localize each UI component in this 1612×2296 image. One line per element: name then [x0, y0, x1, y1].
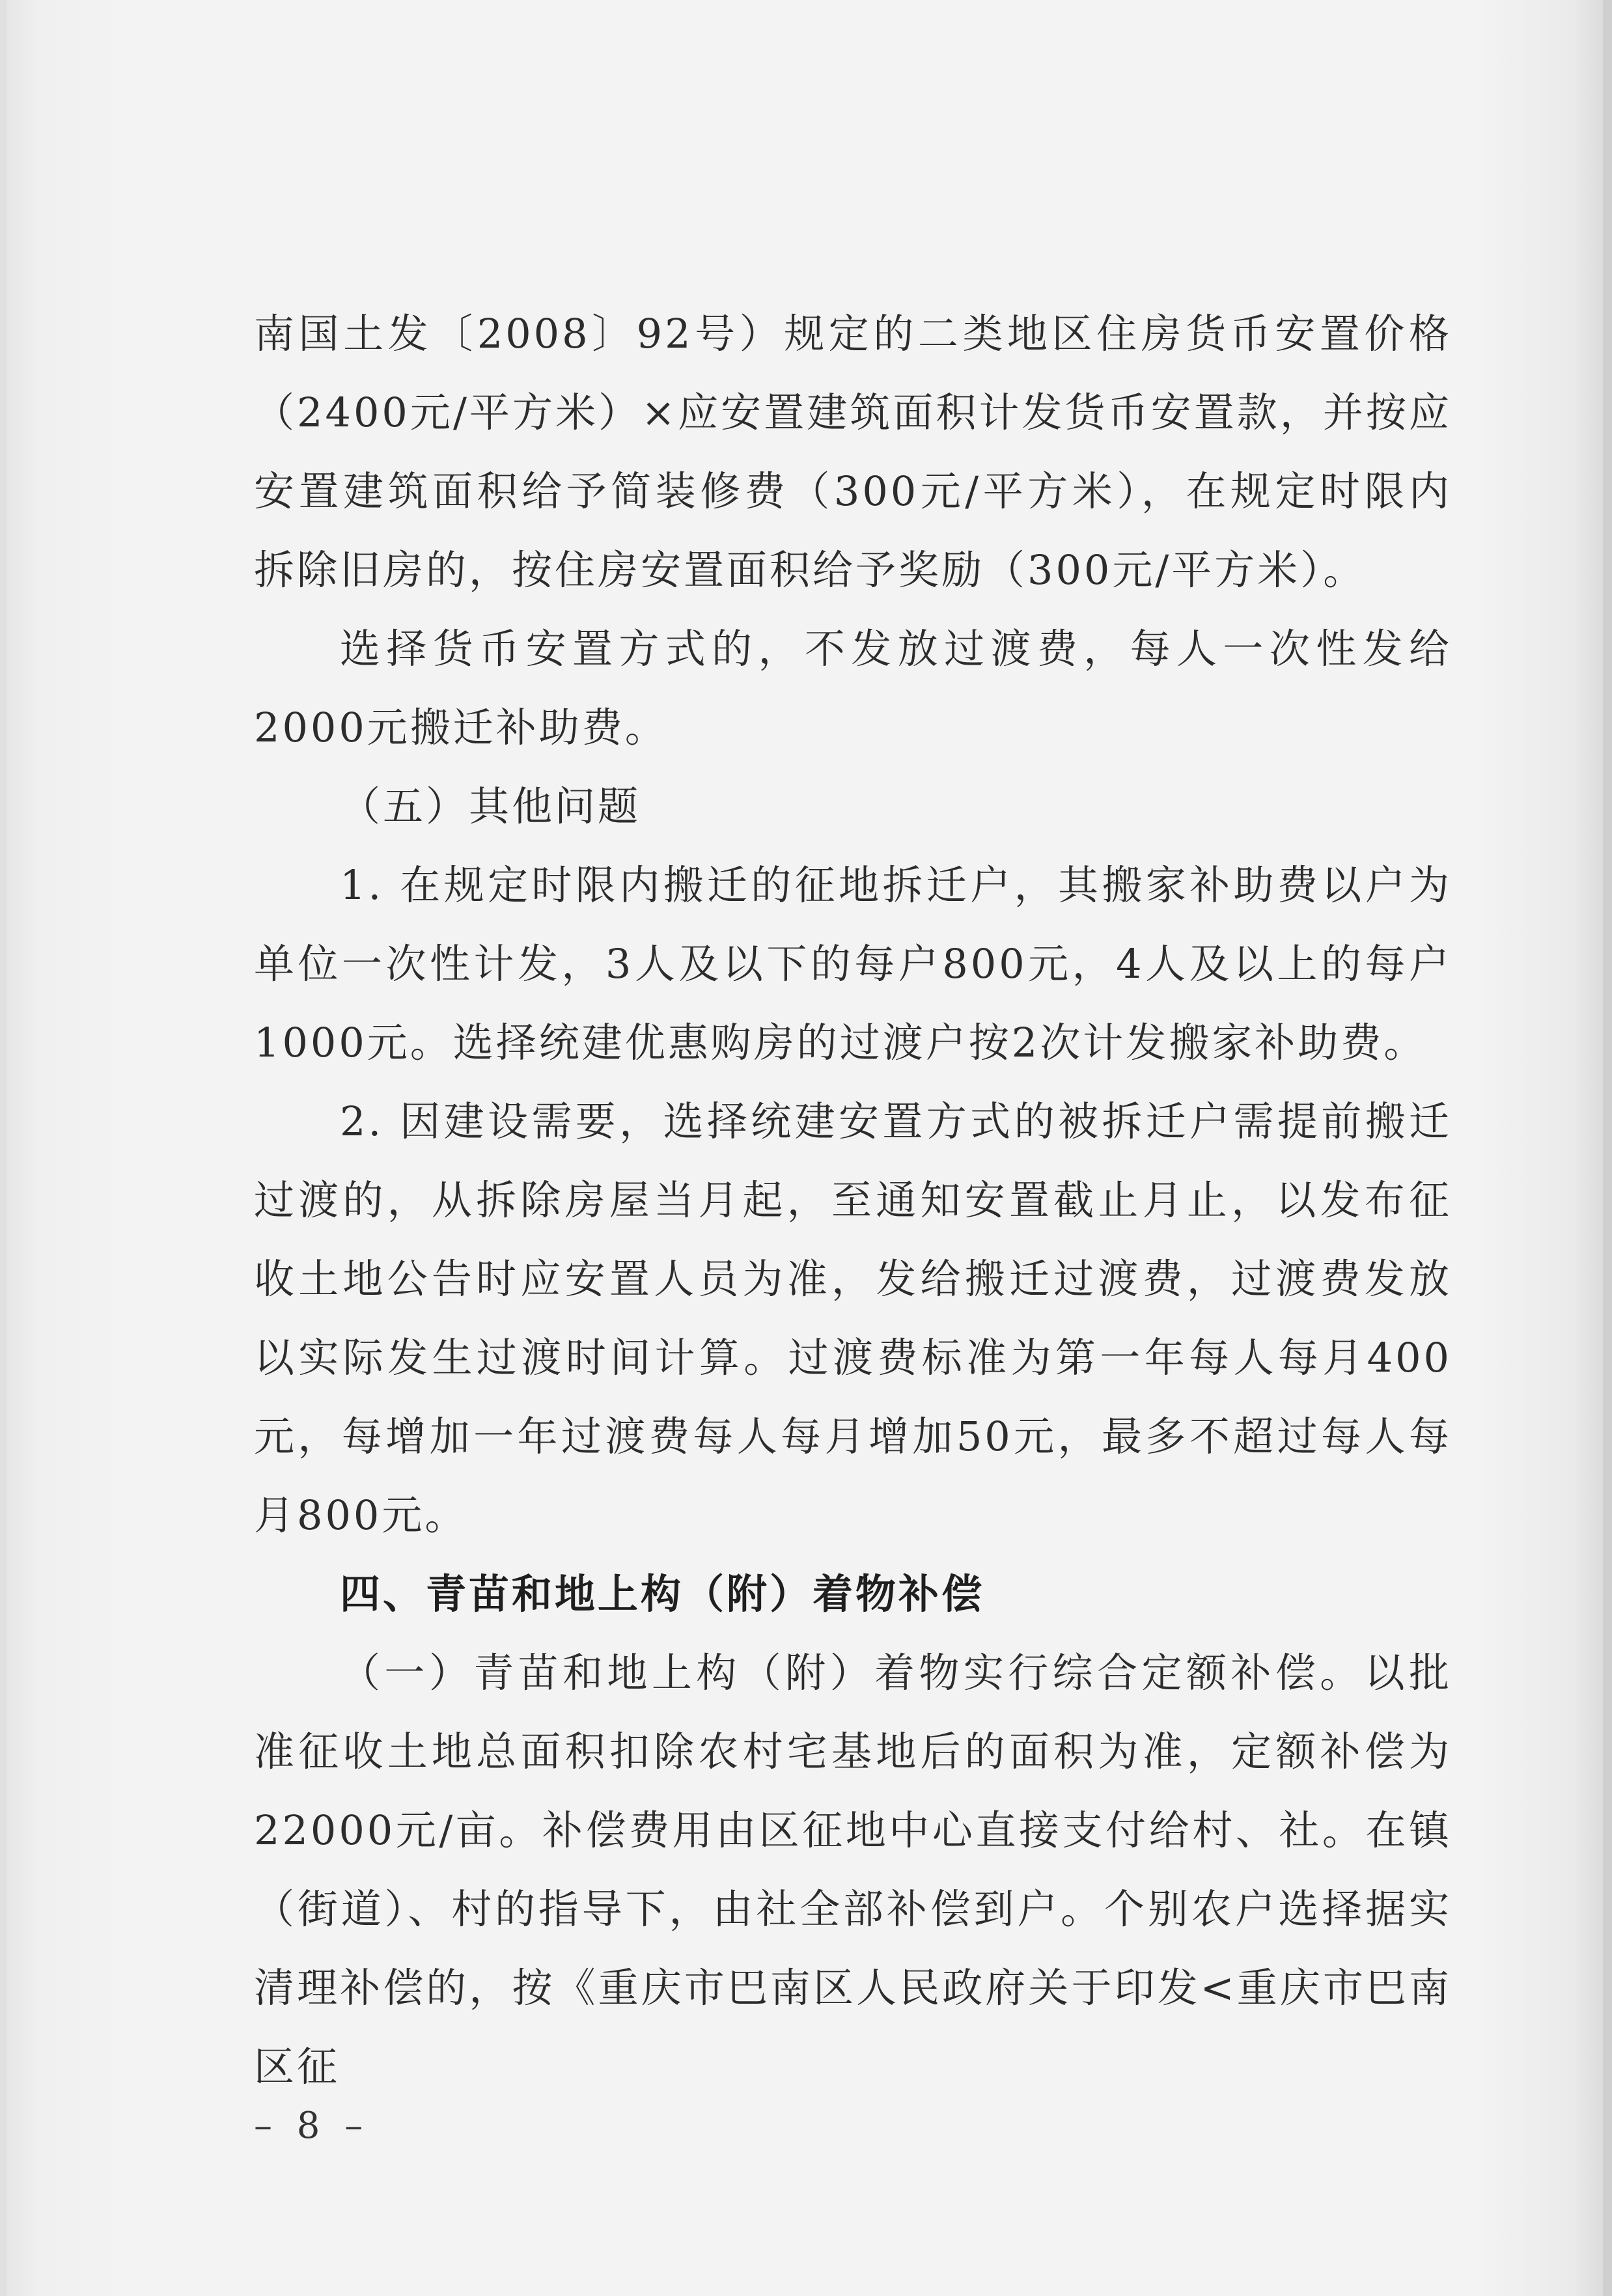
scan-edge-left	[0, 0, 7, 2296]
paragraph-item-1: 1. 在规定时限内搬迁的征地拆迁户，其搬家补助费以户为单位一次性计发，3人及以下的每户800元，4人及以上的每户1000元。选择统建优惠购房的过渡户按2次计发搬家补助费。	[254, 861, 1452, 1066]
document-body	[254, 294, 1452, 2106]
section-heading-other-issues: （五）其他问题	[340, 782, 641, 830]
paragraph-item-2: 2. 因建设需要，选择统建安置方式的被拆迁户需提前搬迁过渡的，从拆除房屋当月起，至通知安置截止月止，以发布征收土地公告时应安置人员为准，发给搬迁过渡费，过渡费发放以实际发生过渡时间计算。过渡费标准为第一年每人每月400元，每增加一年过渡费每人每月增加50元，最多不超过每人每月800元。	[254, 1098, 1452, 1539]
page-number: – 8 –	[254, 2105, 370, 2147]
section-heading-crop-compensation: 四、青苗和地上构（附）着物补偿	[340, 1570, 985, 1618]
scan-edge-right	[1603, 0, 1612, 2296]
paragraph-continuation: 南国土发〔2008〕92号）规定的二类地区住房货币安置价格（2400元/平方米）×应安置建筑面积计发货币安置款，并按应安置建筑面积给予简装修费（300元/平方米），在规定时限内拆除旧房的，按住房安置面积给予奖励（300元/平方米）。	[254, 310, 1452, 594]
paragraph-monetary-relocation: 选择货币安置方式的，不发放过渡费，每人一次性发给2000元搬迁补助费。	[254, 625, 1452, 751]
paragraph-crop-compensation: （一）青苗和地上构（附）着物实行综合定额补偿。以批准征收土地总面积扣除农村宅基地后的面积为准，定额补偿为22000元/亩。补偿费用由区征地中心直接支付给村、社。在镇（街道）、村的指导下，由社全部补偿到户。个别农户选择据实清理补偿的，按《重庆市巴南区人民政府关于印发<重庆市巴南区征	[254, 1649, 1452, 2090]
